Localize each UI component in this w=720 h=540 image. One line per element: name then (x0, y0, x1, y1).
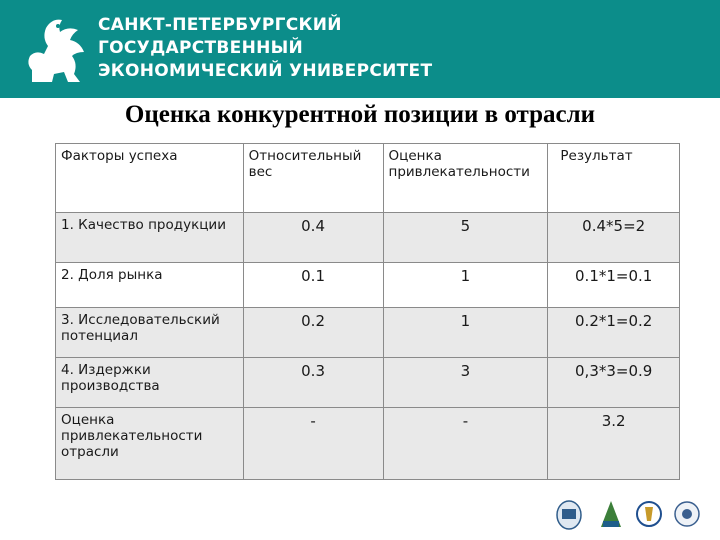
score-cell: 1 (383, 308, 548, 358)
footer-logos (555, 497, 715, 533)
weight-cell: 0.1 (243, 263, 383, 308)
table-row (56, 358, 680, 408)
factor-cell: 2. Доля рынка (56, 263, 244, 308)
factor-cell: 1. Качество продукции (56, 213, 244, 263)
emblem-icon-4 (673, 497, 701, 531)
column-header: Результат (548, 144, 680, 213)
result-cell: 0.1*1=0.1 (548, 263, 680, 308)
factor-cell: 3. Исследовательский потенциал (56, 308, 244, 358)
column-header: Оценка привлекательности (383, 144, 548, 213)
emblem-icon-3 (635, 497, 663, 531)
university-name-line: ГОСУДАРСТВЕННЫЙ (98, 38, 304, 58)
result-cell: 3.2 (548, 408, 680, 480)
slide-title: Оценка конкурентной позиции в отрасли (124, 101, 596, 128)
factor-cell: Оценка привлекательности отрасли (56, 408, 244, 480)
university-name (98, 14, 432, 83)
griffin-icon (18, 12, 94, 88)
table-row (56, 308, 680, 358)
emblem-icon-1 (555, 497, 583, 531)
factor-cell: 4. Издержки производства (56, 358, 244, 408)
university-name-line: ЭКОНОМИЧЕСКИЙ УНИВЕРСИТЕТ (98, 61, 433, 81)
score-cell: - (383, 408, 548, 480)
weight-cell: 0.4 (243, 213, 383, 263)
competitive-position-table (55, 143, 680, 480)
result-cell: 0,3*3=0.9 (548, 358, 680, 408)
score-cell: 1 (383, 263, 548, 308)
weight-cell: - (243, 408, 383, 480)
weight-cell: 0.3 (243, 358, 383, 408)
result-cell: 0.4*5=2 (548, 213, 680, 263)
table-header-row (56, 144, 680, 213)
column-header: Относительный вес (243, 144, 383, 213)
table-row (56, 213, 680, 263)
emblem-icon-2 (597, 497, 625, 531)
score-cell: 5 (383, 213, 548, 263)
university-name-line: САНКТ-ПЕТЕРБУРГСКИЙ (98, 15, 342, 35)
table-row (56, 408, 680, 480)
header-bar (0, 0, 720, 98)
table-row (56, 263, 680, 308)
result-cell: 0.2*1=0.2 (548, 308, 680, 358)
score-cell: 3 (383, 358, 548, 408)
weight-cell: 0.2 (243, 308, 383, 358)
column-header: Факторы успеха (56, 144, 244, 213)
